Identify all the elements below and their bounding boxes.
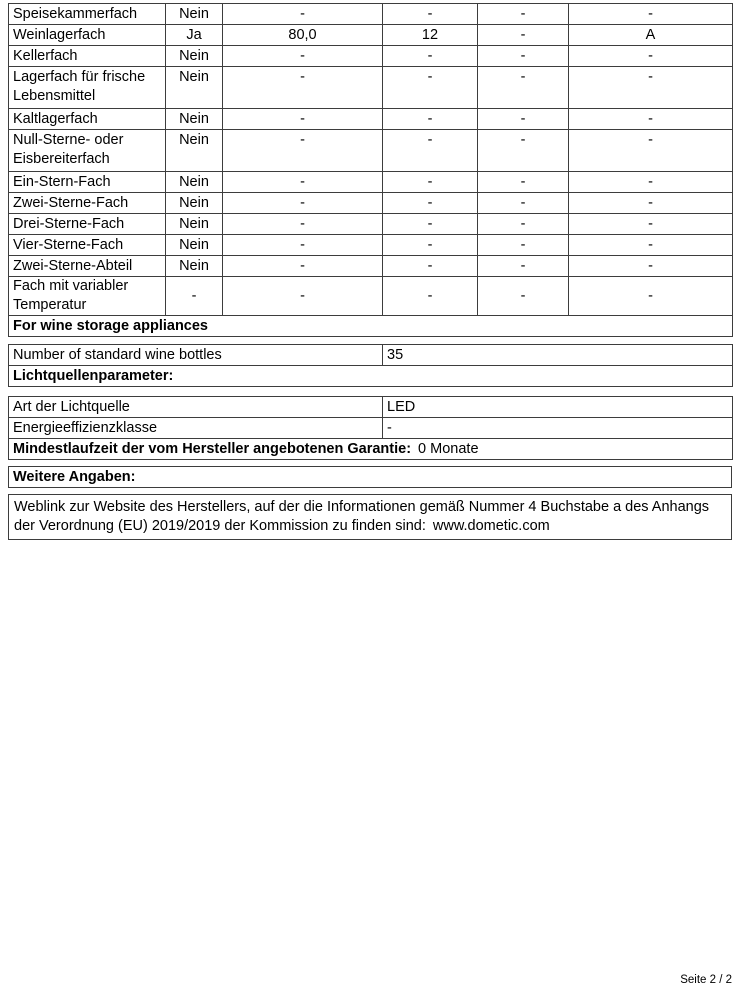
bottles-label: Number of standard wine bottles bbox=[9, 345, 383, 366]
bottles-value: 35 bbox=[383, 345, 733, 366]
light-source-table bbox=[8, 396, 733, 460]
table-row bbox=[9, 256, 733, 277]
row-label: Speisekammerfach bbox=[9, 4, 166, 25]
row-value: - bbox=[223, 214, 383, 235]
row-value: - bbox=[569, 214, 733, 235]
row-value: - bbox=[223, 256, 383, 277]
row-value: - bbox=[478, 67, 569, 109]
table-row bbox=[9, 4, 733, 25]
table-row bbox=[9, 25, 733, 46]
row-value: - bbox=[383, 4, 478, 25]
row-value: - bbox=[478, 172, 569, 193]
wine-appliances-header: For wine storage appliances bbox=[9, 316, 733, 337]
row-value: - bbox=[478, 235, 569, 256]
row-value: - bbox=[478, 130, 569, 172]
row-label: Ein-Stern-Fach bbox=[9, 172, 166, 193]
row-label: Vier-Sterne-Fach bbox=[9, 235, 166, 256]
row-value: - bbox=[383, 214, 478, 235]
additional-info-header: Weitere Angaben: bbox=[9, 467, 732, 488]
row-value: - bbox=[223, 67, 383, 109]
row-label: Null-Sterne- oder Eisbereiterfach bbox=[9, 130, 166, 172]
row-present: Nein bbox=[166, 67, 223, 109]
row-present: Nein bbox=[166, 46, 223, 67]
row-value: - bbox=[478, 4, 569, 25]
row-value: - bbox=[569, 46, 733, 67]
row-value: - bbox=[569, 256, 733, 277]
efficiency-class-value: - bbox=[383, 418, 733, 439]
product-fiche-page bbox=[8, 3, 732, 540]
row-present: Nein bbox=[166, 130, 223, 172]
row-value: - bbox=[223, 4, 383, 25]
table-row bbox=[9, 67, 733, 109]
row-value: - bbox=[569, 130, 733, 172]
row-value: 80,0 bbox=[223, 25, 383, 46]
weblink-row bbox=[9, 495, 732, 540]
row-present: Nein bbox=[166, 256, 223, 277]
row-label: Kellerfach bbox=[9, 46, 166, 67]
row-label: Drei-Sterne-Fach bbox=[9, 214, 166, 235]
compartment-table bbox=[8, 3, 733, 337]
weblink-url[interactable]: www.dometic.com bbox=[432, 518, 550, 534]
row-value: - bbox=[478, 46, 569, 67]
table-row bbox=[9, 345, 733, 366]
row-value: - bbox=[569, 109, 733, 130]
table-row bbox=[9, 397, 733, 418]
row-value: - bbox=[569, 172, 733, 193]
warranty-label: Mindestlaufzeit der vom Hersteller angebotenen Garantie: bbox=[13, 440, 412, 457]
row-value: - bbox=[383, 235, 478, 256]
weblink-table bbox=[8, 494, 732, 540]
row-value: - bbox=[223, 235, 383, 256]
section-header-row bbox=[9, 467, 732, 488]
row-value: - bbox=[223, 277, 383, 316]
warranty-row bbox=[9, 439, 733, 460]
row-value: - bbox=[223, 109, 383, 130]
row-value: - bbox=[383, 109, 478, 130]
row-value: - bbox=[223, 46, 383, 67]
table-row bbox=[9, 214, 733, 235]
row-value: - bbox=[478, 25, 569, 46]
row-value: - bbox=[383, 256, 478, 277]
efficiency-class-label: Energieeffizienzklasse bbox=[9, 418, 383, 439]
weblink-cell bbox=[9, 495, 732, 540]
row-value: - bbox=[569, 235, 733, 256]
row-value: - bbox=[478, 193, 569, 214]
row-label: Kaltlagerfach bbox=[9, 109, 166, 130]
table-row bbox=[9, 193, 733, 214]
warranty-cell bbox=[9, 439, 733, 460]
row-value: - bbox=[569, 67, 733, 109]
row-present: Nein bbox=[166, 235, 223, 256]
row-value: - bbox=[223, 193, 383, 214]
additional-info-header-table bbox=[8, 466, 732, 488]
table-row bbox=[9, 109, 733, 130]
row-value: - bbox=[569, 193, 733, 214]
row-present: Nein bbox=[166, 172, 223, 193]
warranty-value: 0 Monate bbox=[418, 440, 479, 457]
table-row bbox=[9, 130, 733, 172]
light-parameters-header: Lichtquellenparameter: bbox=[9, 366, 733, 387]
table-row bbox=[9, 172, 733, 193]
row-label: Lagerfach für frische Lebensmittel bbox=[9, 67, 166, 109]
row-value: - bbox=[569, 277, 733, 316]
row-value: 12 bbox=[383, 25, 478, 46]
row-value: - bbox=[478, 256, 569, 277]
row-present: Nein bbox=[166, 4, 223, 25]
row-present: - bbox=[166, 277, 223, 316]
row-label: Fach mit variabler Temperatur bbox=[9, 277, 166, 316]
row-value: - bbox=[223, 130, 383, 172]
row-value: - bbox=[383, 193, 478, 214]
row-value: - bbox=[569, 4, 733, 25]
row-value: - bbox=[383, 67, 478, 109]
row-value: - bbox=[383, 172, 478, 193]
row-value: - bbox=[478, 109, 569, 130]
row-present: Ja bbox=[166, 25, 223, 46]
row-value: - bbox=[383, 130, 478, 172]
row-label: Zwei-Sterne-Fach bbox=[9, 193, 166, 214]
section-header-row bbox=[9, 316, 733, 337]
table-row bbox=[9, 46, 733, 67]
row-value: - bbox=[383, 277, 478, 316]
row-present: Nein bbox=[166, 109, 223, 130]
row-label: Zwei-Sterne-Abteil bbox=[9, 256, 166, 277]
row-value: - bbox=[478, 214, 569, 235]
row-label: Weinlagerfach bbox=[9, 25, 166, 46]
row-value: - bbox=[223, 172, 383, 193]
row-present: Nein bbox=[166, 193, 223, 214]
weblink-label: Weblink zur Website des Herstellers, auf der die Informationen gemäß Nummer 4 Buchstabe a des Anhangs der Verordnung (EU) 2019/2019 der Kommission zu finden sind: bbox=[14, 499, 710, 534]
page-number: Seite 2 / 2 bbox=[680, 974, 732, 986]
table-row bbox=[9, 277, 733, 316]
row-present: Nein bbox=[166, 214, 223, 235]
row-value: A bbox=[569, 25, 733, 46]
row-value: - bbox=[478, 277, 569, 316]
section-header-row bbox=[9, 366, 733, 387]
light-source-label: Art der Lichtquelle bbox=[9, 397, 383, 418]
table-row bbox=[9, 418, 733, 439]
wine-bottles-table bbox=[8, 344, 733, 387]
table-row bbox=[9, 235, 733, 256]
row-value: - bbox=[383, 46, 478, 67]
light-source-value: LED bbox=[383, 397, 733, 418]
